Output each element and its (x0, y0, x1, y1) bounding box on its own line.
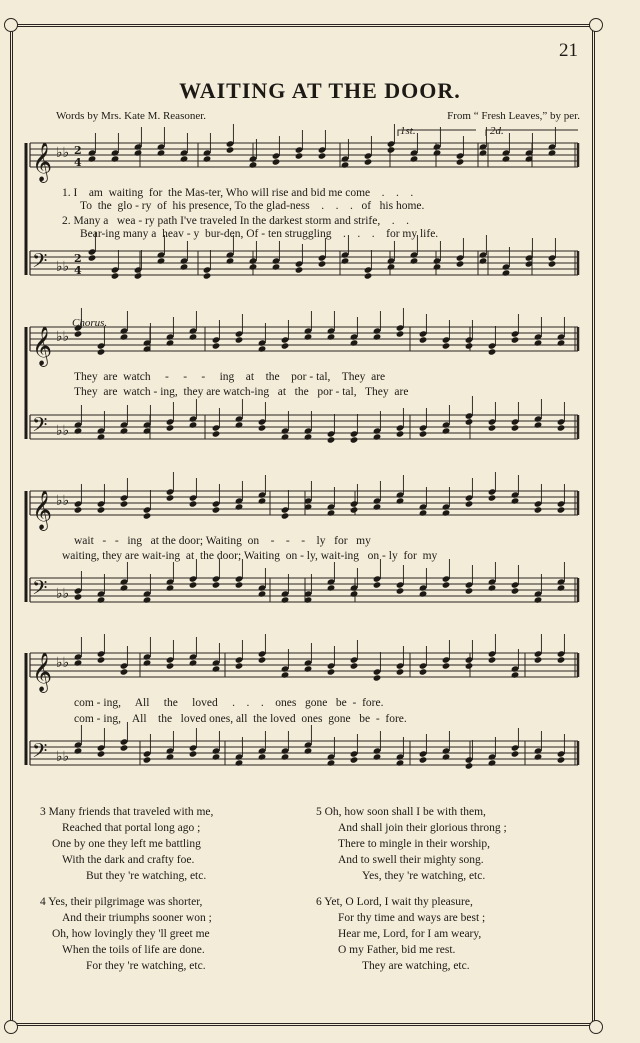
note-head (410, 257, 419, 264)
note-head (97, 656, 106, 663)
lyric-line: Bear-ing many a heav - y bur-den, Of - ten struggling . . . for my life. (80, 228, 439, 240)
note-head (419, 336, 428, 343)
note-head (304, 747, 313, 754)
bass-clef: 𝄢 (32, 739, 48, 767)
note-head (442, 427, 451, 434)
note-head (157, 257, 166, 264)
note-head (373, 753, 382, 760)
note-head (97, 348, 106, 355)
note-head (143, 756, 152, 763)
note-head (226, 146, 235, 153)
note-head (488, 656, 497, 663)
note-head (479, 149, 488, 156)
note-head (410, 155, 419, 162)
note-head (557, 424, 566, 431)
note-head (295, 266, 304, 273)
note-head (488, 759, 497, 766)
note-head (258, 424, 267, 431)
note-head (373, 503, 382, 510)
note-head (479, 257, 488, 264)
note-head (74, 427, 83, 434)
note-head (465, 662, 474, 669)
note-head (180, 155, 189, 162)
note-head (419, 430, 428, 437)
note-head (419, 668, 428, 675)
note-head (341, 257, 350, 264)
key-signature: ♭♭ (56, 655, 70, 671)
lyric-line: They are watch - ing, they are watch-ing at the por - tal, They are (74, 386, 409, 398)
note-head (74, 506, 83, 513)
note-head (235, 503, 244, 510)
note-head (511, 497, 520, 504)
note-head (350, 756, 359, 763)
note-head (327, 333, 336, 340)
note-head (387, 146, 396, 153)
note-head (281, 512, 290, 519)
note-head (419, 509, 428, 516)
note-head (465, 418, 474, 425)
time-signature: 4 (74, 156, 82, 169)
note-head (488, 424, 497, 431)
note-head (511, 587, 520, 594)
chorus-label: Chorus. (72, 317, 108, 329)
verse-4: 4 Yes, their pilgrimage was shorter, And their triumphs sooner won ; Oh, how lovingly they 'll greet me When the toils of life are done. For they 're watching, etc. (40, 896, 212, 972)
note-head (189, 581, 198, 588)
note-head (548, 149, 557, 156)
note-head (534, 421, 543, 428)
note-head (166, 753, 175, 760)
key-signature: ♭♭ (56, 329, 70, 345)
note-head (212, 506, 221, 513)
note-head (226, 257, 235, 264)
note-head (111, 272, 120, 279)
note-head (166, 424, 175, 431)
note-head (373, 333, 382, 340)
note-head (396, 759, 405, 766)
note-head (465, 500, 474, 507)
note-head (396, 430, 405, 437)
note-head (189, 421, 198, 428)
note-head (235, 662, 244, 669)
note-head (120, 427, 129, 434)
note-head (465, 587, 474, 594)
note-head (88, 254, 97, 261)
note-head (373, 674, 382, 681)
verse-5: 5 Oh, how soon shall I be with them, And shall join their glorious throng ; There to mingle in their worship, And to swell their mighty song. Yes, they 're watching, etc. (316, 806, 507, 882)
key-signature: ♭♭ (56, 749, 70, 765)
note-head (189, 500, 198, 507)
note-head (327, 509, 336, 516)
note-head (442, 509, 451, 516)
second-ending-label: 2d. (490, 125, 504, 137)
verse-6: 6 Yet, O Lord, I wait thy pleasure, For thy time and ways are best ; Hear me, Lord, for I am weary, O my Father, bid me rest. They are watching, etc. (316, 896, 486, 972)
note-head (341, 161, 350, 168)
note-head (557, 339, 566, 346)
key-signature: ♭♭ (56, 423, 70, 439)
note-head (203, 272, 212, 279)
note-head (281, 342, 290, 349)
note-head (364, 272, 373, 279)
note-head (488, 348, 497, 355)
note-head (97, 506, 106, 513)
note-head (511, 336, 520, 343)
note-head (465, 342, 474, 349)
note-head (97, 433, 106, 440)
note-head (235, 759, 244, 766)
note-head (373, 433, 382, 440)
note-head (350, 506, 359, 513)
note-head (396, 587, 405, 594)
note-head (134, 149, 143, 156)
note-head (502, 155, 511, 162)
note-head (442, 662, 451, 669)
note-head (511, 424, 520, 431)
note-head (534, 656, 543, 663)
note-head (557, 656, 566, 663)
note-head (511, 671, 520, 678)
note-head (120, 333, 129, 340)
key-signature: ♭♭ (56, 259, 70, 275)
note-head (111, 155, 120, 162)
note-head (419, 590, 428, 597)
key-signature: ♭♭ (56, 493, 70, 509)
first-ending-bracket (398, 130, 476, 136)
note-head (120, 744, 129, 751)
note-head (272, 158, 281, 165)
note-head (350, 339, 359, 346)
note-head (396, 497, 405, 504)
note-head (327, 436, 336, 443)
page-number: 21 (559, 40, 578, 61)
note-head (419, 756, 428, 763)
note-head (212, 581, 221, 588)
note-head (327, 759, 336, 766)
note-head (396, 330, 405, 337)
note-head (120, 584, 129, 591)
note-head (212, 753, 221, 760)
note-head (258, 590, 267, 597)
note-head (258, 345, 267, 352)
note-head (166, 339, 175, 346)
note-head (304, 333, 313, 340)
note-head (189, 659, 198, 666)
time-signature: 2 (74, 252, 82, 265)
note-head (180, 263, 189, 270)
note-head (143, 512, 152, 519)
note-head (120, 500, 129, 507)
note-head (557, 756, 566, 763)
note-head (235, 581, 244, 588)
note-head (548, 260, 557, 267)
note-head (143, 659, 152, 666)
key-signature: ♭♭ (56, 586, 70, 602)
note-head (456, 260, 465, 267)
lyric-line: To the glo - ry of his presence, To the glad-ness . . . of his home. (80, 200, 425, 212)
note-head (442, 753, 451, 760)
time-signature: 2 (74, 144, 82, 157)
note-head (433, 263, 442, 270)
verse-3: 3 Many friends that traveled with me, Reached that portal long ago ; One by one they left me battling With the dark and crafty foe. But they 're watching, etc. (40, 806, 214, 882)
note-head (74, 659, 83, 666)
note-head (350, 590, 359, 597)
note-head (74, 593, 83, 600)
note-head (350, 436, 359, 443)
note-head (465, 762, 474, 769)
note-head (350, 662, 359, 669)
key-signature: ♭♭ (56, 145, 70, 161)
note-head (557, 506, 566, 513)
note-head (166, 584, 175, 591)
source-credit: From “ Fresh Leaves,” by per. (447, 110, 580, 122)
note-head (272, 263, 281, 270)
treble-clef: 𝄞 (32, 490, 53, 530)
lyric-line: com - ing, All the loved . . . ones gone be - fore. (74, 697, 384, 709)
note-head (396, 668, 405, 675)
note-head (281, 671, 290, 678)
note-head (534, 753, 543, 760)
bass-clef: 𝄢 (32, 413, 48, 441)
note-head (157, 149, 166, 156)
hymn-title: WAITING AT THE DOOR. (179, 78, 461, 103)
note-head (134, 272, 143, 279)
note-head (249, 161, 258, 168)
lyric-line: 2. Many a wea - ry path I've traveled In the darkest storm and strife, . . (62, 215, 409, 227)
note-head (166, 494, 175, 501)
note-head (97, 750, 106, 757)
note-head (502, 269, 511, 276)
lyric-line: waiting, they are wait-ing at the door; Waiting on - ly, wait-ing on - ly for my (62, 550, 438, 562)
first-ending-label: 1st. (400, 125, 416, 137)
note-head (212, 430, 221, 437)
lyric-line: com - ing, All the loved ones, all the loved ones gone be - fore. (74, 713, 407, 725)
note-head (212, 665, 221, 672)
bass-clef: 𝄢 (32, 249, 48, 277)
note-head (387, 263, 396, 270)
note-head (442, 342, 451, 349)
note-head (557, 584, 566, 591)
note-head (74, 747, 83, 754)
treble-clef: 𝄞 (32, 652, 53, 692)
note-head (258, 753, 267, 760)
note-head (258, 656, 267, 663)
note-head (281, 596, 290, 603)
note-head (203, 155, 212, 162)
note-head (97, 596, 106, 603)
note-head (456, 158, 465, 165)
note-head (120, 668, 129, 675)
time-signature: 4 (74, 264, 82, 277)
note-head (364, 158, 373, 165)
note-head (318, 152, 327, 159)
note-head (74, 330, 83, 337)
note-head (258, 497, 267, 504)
note-head (433, 149, 442, 156)
treble-clef: 𝄞 (32, 142, 53, 182)
note-head (534, 596, 543, 603)
note-head (304, 433, 313, 440)
note-head (534, 506, 543, 513)
note-head (212, 342, 221, 349)
words-credit: Words by Mrs. Kate M. Reasoner. (56, 110, 207, 122)
note-head (318, 260, 327, 267)
note-head (488, 494, 497, 501)
note-head (327, 668, 336, 675)
bass-clef: 𝄢 (32, 576, 48, 604)
note-head (327, 584, 336, 591)
note-head (534, 339, 543, 346)
note-head (295, 152, 304, 159)
note-head (189, 333, 198, 340)
lyric-line: wait - - ing at the door; Waiting on - - - ly for my (74, 535, 371, 547)
treble-clef: 𝄞 (32, 326, 53, 366)
note-head (166, 662, 175, 669)
note-head (143, 596, 152, 603)
note-head (442, 581, 451, 588)
note-head (511, 750, 520, 757)
note-head (235, 336, 244, 343)
note-head (88, 155, 97, 162)
note-head (373, 581, 382, 588)
note-head (235, 421, 244, 428)
note-head (281, 433, 290, 440)
note-head (249, 263, 258, 270)
note-head (281, 753, 290, 760)
note-head (488, 584, 497, 591)
note-head (304, 665, 313, 672)
lyric-line: 1. I am waiting for the Mas-ter, Who will rise and bid me come . . . (62, 187, 414, 199)
lyric-line: They are watch - - - ing at the por - tal, They are (74, 371, 386, 383)
note-head (189, 750, 198, 757)
